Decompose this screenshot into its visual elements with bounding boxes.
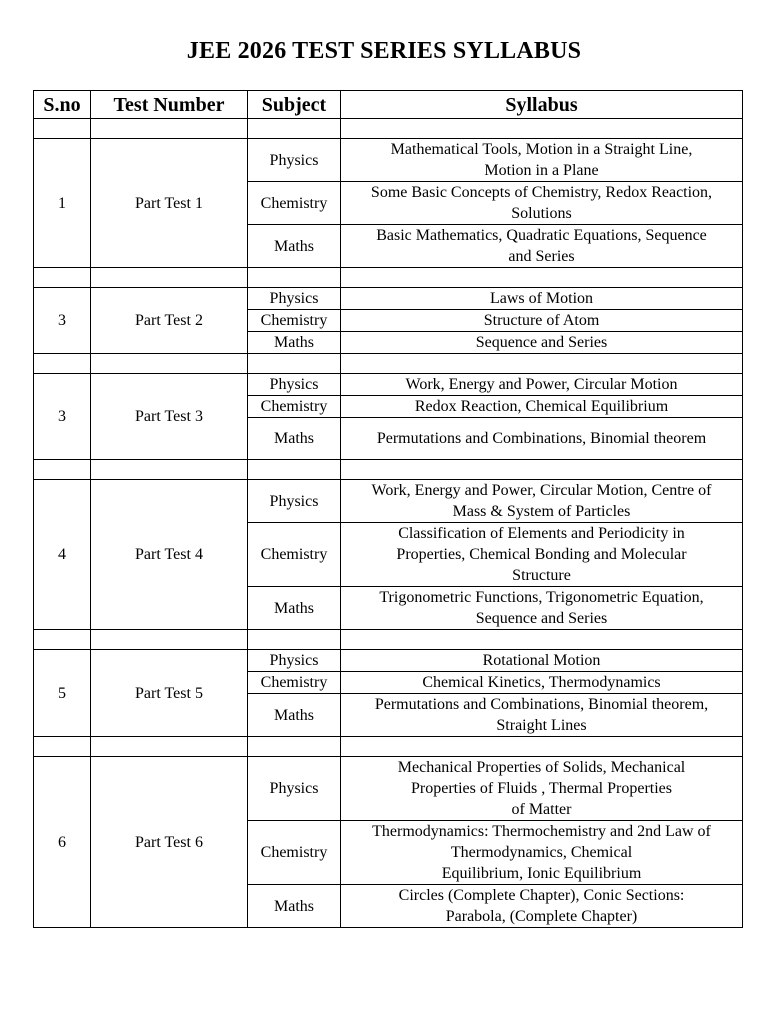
table-row xyxy=(34,480,743,523)
empty-cell xyxy=(34,354,91,374)
spacer-row xyxy=(34,630,743,650)
subject-cell: Physics xyxy=(248,288,341,310)
empty-cell xyxy=(341,737,743,757)
subject-cell: Maths xyxy=(248,694,341,737)
syllabus-cell: Permutations and Combinations, Binomial theorem, Straight Lines xyxy=(341,694,743,737)
spacer-row xyxy=(34,460,743,480)
empty-cell xyxy=(34,119,91,139)
test-number-cell: Part Test 1 xyxy=(91,139,248,268)
test-number-cell: Part Test 3 xyxy=(91,374,248,460)
empty-cell xyxy=(91,268,248,288)
subject-cell: Maths xyxy=(248,225,341,268)
subject-cell: Maths xyxy=(248,418,341,460)
subject-cell: Chemistry xyxy=(248,523,341,587)
table-row xyxy=(34,374,743,396)
syllabus-cell: Rotational Motion xyxy=(341,650,743,672)
empty-cell xyxy=(341,354,743,374)
subject-cell: Physics xyxy=(248,650,341,672)
empty-cell xyxy=(91,737,248,757)
subject-cell: Chemistry xyxy=(248,821,341,885)
syllabus-cell: Mathematical Tools, Motion in a Straight Line, Motion in a Plane xyxy=(341,139,743,182)
empty-cell xyxy=(248,354,341,374)
syllabus-cell: Trigonometric Functions, Trigonometric Equation, Sequence and Series xyxy=(341,587,743,630)
sno-cell: 3 xyxy=(34,288,91,354)
subject-cell: Chemistry xyxy=(248,672,341,694)
subject-cell: Chemistry xyxy=(248,396,341,418)
syllabus-cell: Mechanical Properties of Solids, Mechanical Properties of Fluids , Thermal Properties of Matter xyxy=(341,757,743,821)
sno-cell: 3 xyxy=(34,374,91,460)
empty-cell xyxy=(34,460,91,480)
empty-cell xyxy=(341,119,743,139)
subject-cell: Chemistry xyxy=(248,310,341,332)
empty-cell xyxy=(91,354,248,374)
empty-cell xyxy=(248,460,341,480)
subject-cell: Maths xyxy=(248,332,341,354)
syllabus-cell: Redox Reaction, Chemical Equilibrium xyxy=(341,396,743,418)
sno-cell: 1 xyxy=(34,139,91,268)
sno-cell: 6 xyxy=(34,757,91,928)
empty-cell xyxy=(34,268,91,288)
spacer-row xyxy=(34,268,743,288)
syllabus-cell: Structure of Atom xyxy=(341,310,743,332)
empty-cell xyxy=(341,630,743,650)
syllabus-cell: Circles (Complete Chapter), Conic Sections: Parabola, (Complete Chapter) xyxy=(341,885,743,928)
syllabus-cell: Thermodynamics: Thermochemistry and 2nd Law of Thermodynamics, Chemical Equilibrium, Ionic Equilibrium xyxy=(341,821,743,885)
empty-cell xyxy=(341,268,743,288)
syllabus-cell: Chemical Kinetics, Thermodynamics xyxy=(341,672,743,694)
subject-cell: Maths xyxy=(248,885,341,928)
table-body xyxy=(34,119,743,928)
table-row xyxy=(34,757,743,821)
syllabus-cell: Work, Energy and Power, Circular Motion, Centre of Mass & System of Particles xyxy=(341,480,743,523)
empty-cell xyxy=(91,630,248,650)
test-number-cell: Part Test 6 xyxy=(91,757,248,928)
empty-cell xyxy=(91,119,248,139)
empty-cell xyxy=(34,630,91,650)
header-test-number: Test Number xyxy=(91,91,248,119)
spacer-row xyxy=(34,354,743,374)
subject-cell: Maths xyxy=(248,587,341,630)
syllabus-cell: Some Basic Concepts of Chemistry, Redox Reaction, Solutions xyxy=(341,182,743,225)
table-row xyxy=(34,139,743,182)
syllabus-table xyxy=(33,90,743,928)
test-number-cell: Part Test 4 xyxy=(91,480,248,630)
syllabus-cell: Work, Energy and Power, Circular Motion xyxy=(341,374,743,396)
syllabus-cell: Sequence and Series xyxy=(341,332,743,354)
syllabus-cell: Classification of Elements and Periodicity in Properties, Chemical Bonding and Molecular Structure xyxy=(341,523,743,587)
spacer-row xyxy=(34,737,743,757)
subject-cell: Physics xyxy=(248,374,341,396)
table-row xyxy=(34,650,743,672)
empty-cell xyxy=(248,268,341,288)
header-subject: Subject xyxy=(248,91,341,119)
table-row xyxy=(34,288,743,310)
syllabus-cell: Basic Mathematics, Quadratic Equations, Sequence and Series xyxy=(341,225,743,268)
sno-cell: 4 xyxy=(34,480,91,630)
header-row xyxy=(34,91,743,119)
syllabus-cell: Permutations and Combinations, Binomial theorem xyxy=(341,418,743,460)
subject-cell: Physics xyxy=(248,480,341,523)
header-syllabus: Syllabus xyxy=(341,91,743,119)
page-title: JEE 2026 TEST SERIES SYLLABUS xyxy=(186,38,582,64)
empty-cell xyxy=(341,460,743,480)
spacer-row xyxy=(34,119,743,139)
subject-cell: Physics xyxy=(248,139,341,182)
sno-cell: 5 xyxy=(34,650,91,737)
subject-cell: Chemistry xyxy=(248,182,341,225)
empty-cell xyxy=(248,630,341,650)
test-number-cell: Part Test 5 xyxy=(91,650,248,737)
subject-cell: Physics xyxy=(248,757,341,821)
empty-cell xyxy=(248,737,341,757)
empty-cell xyxy=(248,119,341,139)
empty-cell xyxy=(91,460,248,480)
empty-cell xyxy=(34,737,91,757)
test-number-cell: Part Test 2 xyxy=(91,288,248,354)
header-sno: S.no xyxy=(34,91,91,119)
syllabus-cell: Laws of Motion xyxy=(341,288,743,310)
